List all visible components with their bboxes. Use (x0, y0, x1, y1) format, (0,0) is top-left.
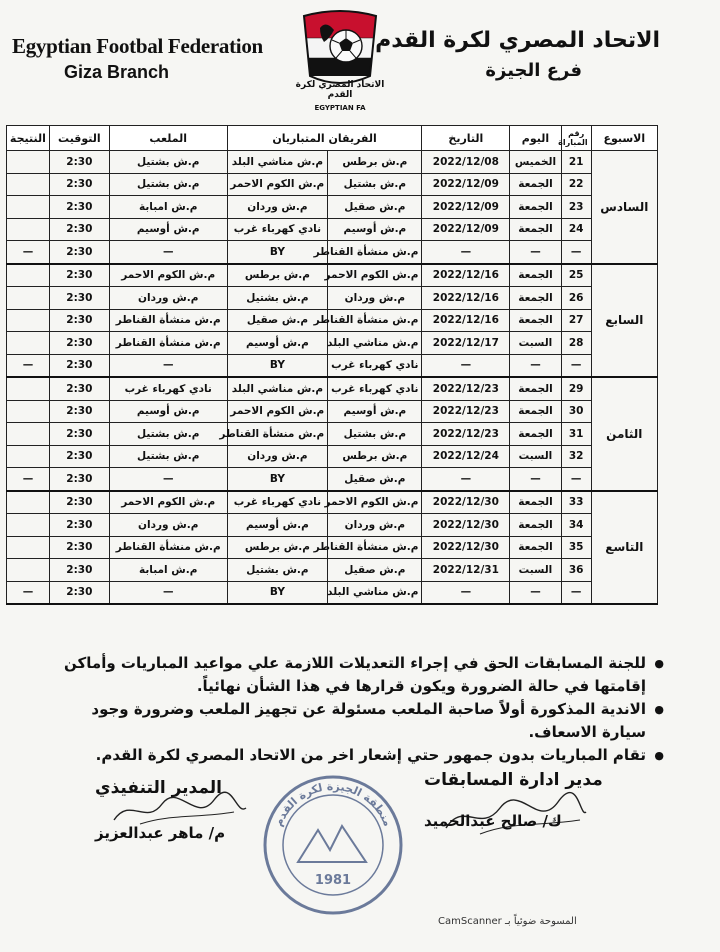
stamp-arc-text: منطقة الجيزة لكرة القدم (271, 779, 395, 829)
match-date: 2022/12/23 (422, 423, 510, 446)
note-item: ● للجنة المسابقات الحق في إجراء التعديلات اللازمة علي مواعيد المباريات وأماكن إقامتها في حالة الضرورة ويكون قرارها في هذا الشأن نهائياً. (54, 652, 646, 698)
match-number: — (561, 468, 591, 491)
table-row (7, 491, 658, 514)
match-venue: م.ش منشأة القناطر (109, 536, 227, 559)
table-row (7, 218, 658, 241)
match-number: 31 (561, 423, 591, 446)
away-team: BY (227, 354, 328, 377)
table-row (7, 173, 658, 196)
scanner-footer: المسوحة ضوئياً بـ CamScanner (438, 916, 577, 927)
match-result (7, 264, 50, 287)
match-venue: م.ش وردان (109, 287, 227, 310)
week-label: السابع (591, 264, 657, 378)
document-header (0, 0, 720, 120)
match-time: 2:30 (49, 445, 109, 468)
match-time: 2:30 (49, 309, 109, 332)
match-result (7, 400, 50, 423)
arabic-federation-title: الاتحاد المصري لكرة القدم (375, 28, 660, 53)
away-team: م.ش برطس (227, 264, 328, 287)
match-number: 29 (561, 377, 591, 400)
match-day: — (510, 241, 561, 264)
match-time: 2:30 (49, 581, 109, 604)
competitions-director-title: مدير ادارة المسابقات (424, 770, 603, 790)
home-team: م.ش الكوم الاحمر (328, 491, 422, 514)
match-date: 2022/12/16 (422, 264, 510, 287)
home-team: م.ش بشتيل (328, 173, 422, 196)
match-date: 2022/12/17 (422, 332, 510, 355)
match-venue: م.ش الكوم الاحمر (109, 264, 227, 287)
match-result: — (7, 241, 50, 264)
match-number: — (561, 581, 591, 604)
header-match-number: رقم المباراة (561, 126, 591, 151)
home-team: م.ش وردان (328, 287, 422, 310)
header-time: التوقيت (49, 126, 109, 151)
away-team: نادي كهرباء غرب (227, 491, 328, 514)
home-team: م.ش منشأة القناطر (328, 536, 422, 559)
arabic-branch-title: فرع الجيزة (485, 60, 582, 81)
match-date: 2022/12/31 (422, 559, 510, 582)
away-team: BY (227, 241, 328, 264)
away-team: م.ش الكوم الاحمر (227, 400, 328, 423)
match-date: — (422, 241, 510, 264)
away-team: م.ش برطس (227, 536, 328, 559)
table-row (7, 241, 658, 264)
home-team: م.ش مناشي البلد (328, 581, 422, 604)
match-venue: م.ش بشتيل (109, 173, 227, 196)
match-number: 24 (561, 218, 591, 241)
home-team: م.ش أوسيم (328, 218, 422, 241)
away-team: م.ش مناشي البلد (227, 151, 328, 174)
home-team: م.ش برطس (328, 445, 422, 468)
home-team: م.ش صقيل (328, 468, 422, 491)
away-team: م.ش بشتيل (227, 559, 328, 582)
match-venue: م.ش منشأة القناطر (109, 332, 227, 355)
english-branch-title: Giza Branch (64, 62, 170, 82)
away-team: م.ش مناشي البلد (227, 377, 328, 400)
home-team: م.ش وردان (328, 514, 422, 537)
home-team: م.ش الكوم الاحمر (328, 264, 422, 287)
match-number: 22 (561, 173, 591, 196)
match-date: 2022/12/30 (422, 491, 510, 514)
match-time: 2:30 (49, 423, 109, 446)
match-day: السبت (510, 559, 561, 582)
match-date: — (422, 468, 510, 491)
match-result (7, 514, 50, 537)
match-number: 28 (561, 332, 591, 355)
match-day: الجمعة (510, 218, 561, 241)
away-team: BY (227, 468, 328, 491)
away-team: BY (227, 581, 328, 604)
match-time: 2:30 (49, 354, 109, 377)
match-result (7, 423, 50, 446)
match-number: 25 (561, 264, 591, 287)
stamp-year: 1981 (314, 873, 352, 888)
table-row (7, 536, 658, 559)
match-time: 2:30 (49, 536, 109, 559)
header-day: اليوم (510, 126, 561, 151)
match-venue: — (109, 581, 227, 604)
match-result: — (7, 581, 50, 604)
match-venue: م.ش بشتيل (109, 423, 227, 446)
match-number: — (561, 354, 591, 377)
note-item: ● تقام المباريات بدون جمهور حتي إشعار اخر من الاتحاد المصري لكرة القدم. (54, 744, 646, 767)
match-venue: م.ش بشتيل (109, 151, 227, 174)
match-venue: نادي كهرباء غرب (109, 377, 227, 400)
away-team: م.ش بشتيل (227, 287, 328, 310)
table-row (7, 264, 658, 287)
table-row (7, 445, 658, 468)
home-team: م.ش برطس (328, 151, 422, 174)
week-label: السادس (591, 151, 657, 264)
table-row (7, 196, 658, 219)
note-item: ● الاندية المذكورة أولاً صاحبة الملعب مسئولة عن تجهيز الملعب وضرورة وجود سيارة الاسعاف. (54, 698, 646, 744)
schedule-body (7, 151, 658, 605)
table-row (7, 468, 658, 491)
match-number: — (561, 241, 591, 264)
match-time: 2:30 (49, 151, 109, 174)
match-result (7, 196, 50, 219)
match-day: الجمعة (510, 423, 561, 446)
logo-english-text: EGYPTIAN FA (314, 104, 366, 112)
match-date: 2022/12/23 (422, 377, 510, 400)
match-time: 2:30 (49, 491, 109, 514)
competitions-director-name: ك/ صالح عبدالحميد (424, 812, 562, 830)
away-team: م.ش صقيل (227, 309, 328, 332)
match-time: 2:30 (49, 514, 109, 537)
match-time: 2:30 (49, 468, 109, 491)
table-row (7, 354, 658, 377)
match-day: الخميس (510, 151, 561, 174)
match-date: 2022/12/09 (422, 173, 510, 196)
home-team: نادي كهرباء غرب (328, 377, 422, 400)
match-day: الجمعة (510, 309, 561, 332)
match-number: 21 (561, 151, 591, 174)
header-venue: الملعب (109, 126, 227, 151)
table-row (7, 332, 658, 355)
match-number: 36 (561, 559, 591, 582)
away-team: م.ش أوسيم (227, 332, 328, 355)
match-venue: م.ش امبابة (109, 196, 227, 219)
match-date: 2022/12/30 (422, 536, 510, 559)
table-row (7, 423, 658, 446)
match-day: الجمعة (510, 287, 561, 310)
table-row (7, 400, 658, 423)
match-venue: — (109, 354, 227, 377)
header-result: النتيجة (7, 126, 50, 151)
away-team: م.ش وردان (227, 196, 328, 219)
home-team: م.ش مناشي البلد (328, 332, 422, 355)
match-venue: — (109, 468, 227, 491)
away-team: م.ش وردان (227, 445, 328, 468)
week-label: التاسع (591, 491, 657, 605)
match-date: — (422, 581, 510, 604)
match-venue: م.ش الكوم الاحمر (109, 491, 227, 514)
header-teams: الفريقان المتباريان (227, 126, 422, 151)
week-label: الثامن (591, 377, 657, 491)
match-day: — (510, 354, 561, 377)
match-result (7, 445, 50, 468)
match-number: 34 (561, 514, 591, 537)
home-team: م.ش منشأة القناطر (328, 309, 422, 332)
match-result (7, 377, 50, 400)
header-week: الاسبوع (591, 126, 657, 151)
match-schedule-table (6, 125, 658, 605)
match-time: 2:30 (49, 241, 109, 264)
match-venue: م.ش أوسيم (109, 218, 227, 241)
match-result (7, 218, 50, 241)
match-day: — (510, 581, 561, 604)
match-date: 2022/12/16 (422, 287, 510, 310)
match-number: 32 (561, 445, 591, 468)
match-number: 33 (561, 491, 591, 514)
match-day: الجمعة (510, 377, 561, 400)
away-team: م.ش أوسيم (227, 514, 328, 537)
match-result (7, 173, 50, 196)
table-row (7, 377, 658, 400)
match-venue: — (109, 241, 227, 264)
match-number: 30 (561, 400, 591, 423)
match-venue: م.ش بشتيل (109, 445, 227, 468)
away-team: م.ش الكوم الاحمر (227, 173, 328, 196)
match-day: الجمعة (510, 196, 561, 219)
match-day: الجمعة (510, 264, 561, 287)
svg-text:منطقة الجيزة لكرة القدم (272, 780, 395, 828)
match-date: 2022/12/24 (422, 445, 510, 468)
match-result: — (7, 468, 50, 491)
table-row (7, 151, 658, 174)
match-day: الجمعة (510, 491, 561, 514)
match-day: الجمعة (510, 173, 561, 196)
match-day: الجمعة (510, 514, 561, 537)
match-result (7, 536, 50, 559)
match-number: 23 (561, 196, 591, 219)
match-date: 2022/12/16 (422, 309, 510, 332)
match-time: 2:30 (49, 196, 109, 219)
table-row (7, 514, 658, 537)
match-day: الجمعة (510, 400, 561, 423)
match-result (7, 151, 50, 174)
match-date: 2022/12/09 (422, 218, 510, 241)
match-result (7, 332, 50, 355)
match-day: السبت (510, 445, 561, 468)
match-venue: م.ش وردان (109, 514, 227, 537)
home-team: نادي كهرباء غرب (328, 354, 422, 377)
match-date: 2022/12/23 (422, 400, 510, 423)
match-result (7, 309, 50, 332)
executive-director-name: م/ ماهر عبدالعزيز (95, 824, 226, 842)
match-time: 2:30 (49, 264, 109, 287)
match-date: 2022/12/09 (422, 196, 510, 219)
match-result: — (7, 354, 50, 377)
table-row (7, 287, 658, 310)
home-team: م.ش صقيل (328, 559, 422, 582)
home-team: م.ش صقيل (328, 196, 422, 219)
match-result (7, 559, 50, 582)
match-date: — (422, 354, 510, 377)
table-header-row (7, 126, 658, 151)
logo-arabic-text: الاتحاد المصري لكرة القدم (295, 80, 385, 100)
table-row (7, 581, 658, 604)
notes-section (54, 652, 664, 767)
home-team: م.ش منشأة القناطر (328, 241, 422, 264)
match-time: 2:30 (49, 559, 109, 582)
home-team: م.ش أوسيم (328, 400, 422, 423)
match-time: 2:30 (49, 173, 109, 196)
match-time: 2:30 (49, 332, 109, 355)
match-time: 2:30 (49, 218, 109, 241)
official-stamp-icon (258, 770, 408, 920)
match-day: — (510, 468, 561, 491)
match-venue: م.ش امبابة (109, 559, 227, 582)
match-time: 2:30 (49, 287, 109, 310)
match-number: 26 (561, 287, 591, 310)
table-row (7, 309, 658, 332)
english-federation-title: Egyptian Footbal Federation (12, 34, 263, 58)
match-number: 27 (561, 309, 591, 332)
table-row (7, 559, 658, 582)
away-team: م.ش منشأة القناطر (227, 423, 328, 446)
match-day: السبت (510, 332, 561, 355)
header-date: التاريخ (422, 126, 510, 151)
match-date: 2022/12/08 (422, 151, 510, 174)
match-time: 2:30 (49, 400, 109, 423)
match-time: 2:30 (49, 377, 109, 400)
match-result (7, 287, 50, 310)
away-team: نادي كهرباء غرب (227, 218, 328, 241)
match-day: الجمعة (510, 536, 561, 559)
match-number: 35 (561, 536, 591, 559)
executive-director-title: المدير التنفيذي (95, 778, 222, 798)
match-venue: م.ش أوسيم (109, 400, 227, 423)
match-result (7, 491, 50, 514)
match-venue: م.ش منشأة القناطر (109, 309, 227, 332)
match-date: 2022/12/30 (422, 514, 510, 537)
home-team: م.ش بشتيل (328, 423, 422, 446)
